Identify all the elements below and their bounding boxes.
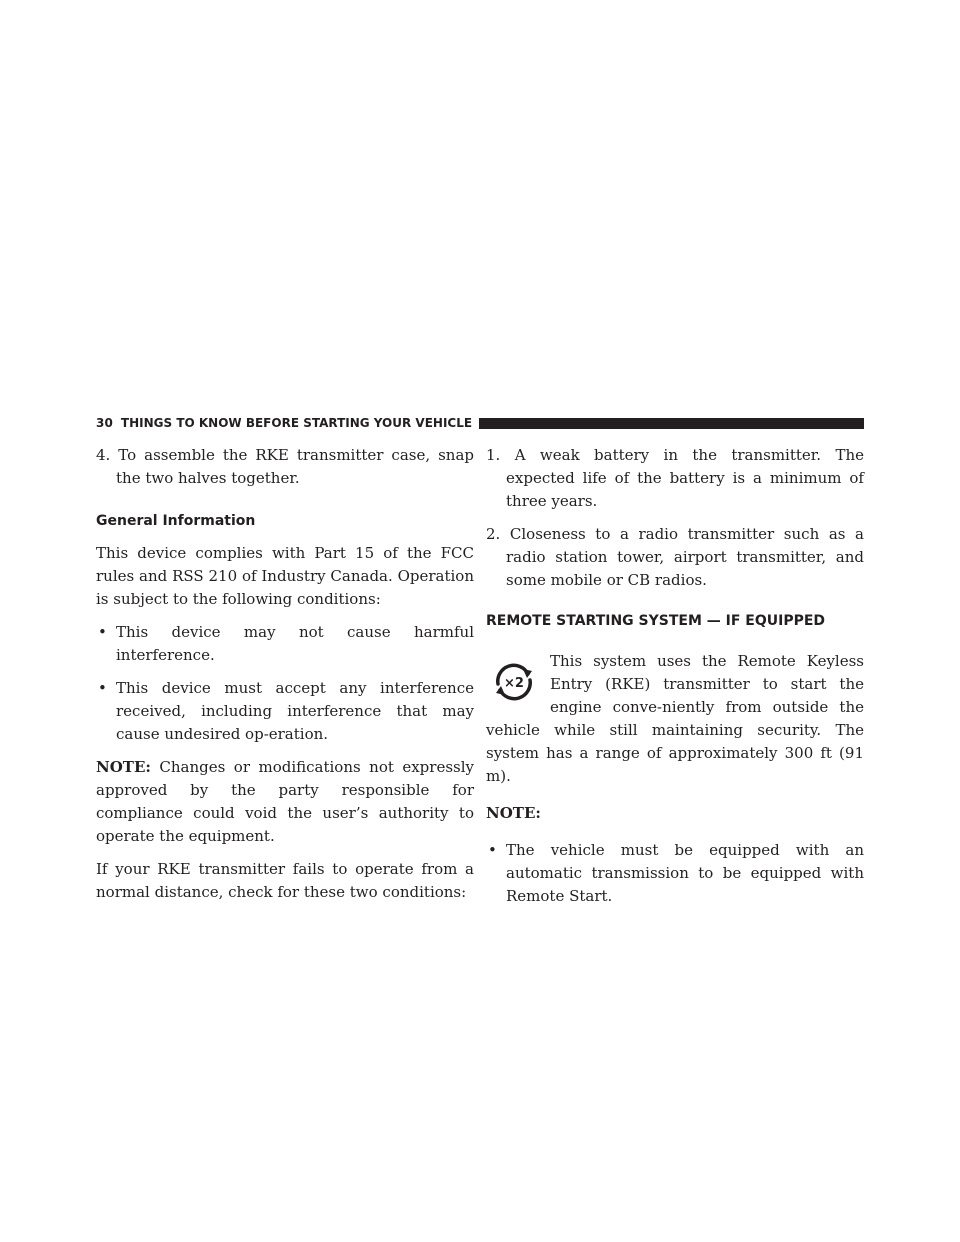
- remote-start-x2-icon: [486, 652, 542, 712]
- remote-start-heading: REMOTE STARTING SYSTEM — IF EQUIPPED: [486, 613, 826, 629]
- bullet-text: The vehicle must be equipped with an automatic transmission to be equipped with Remote Start.: [506, 841, 864, 905]
- condition-1: 1. A weak battery in the transmitter. The expected life of the battery is a minimum of three years.: [486, 446, 864, 510]
- general-information-heading: General Information: [96, 513, 256, 529]
- left-column: [96, 444, 474, 904]
- fcc-paragraph: This device complies with Part 15 of the FCC rules and RSS 210 of Industry Canada. Operation is subject to the following conditions:: [96, 544, 474, 608]
- note-label: NOTE:: [96, 758, 151, 776]
- remote-note-bullet: [486, 839, 864, 908]
- page-header: [96, 414, 864, 432]
- remote-note-label: NOTE:: [486, 804, 541, 822]
- remote-start-section: [486, 650, 864, 788]
- bullet-icon: •: [98, 623, 107, 641]
- step-4: 4. To assemble the RKE transmitter case, snap the two halves together.: [96, 446, 474, 487]
- bullet-text: This device may not cause harmful interference.: [116, 623, 474, 664]
- remote-start-paragraph: This system uses the Remote Keyless Entry (RKE) transmitter to start the engine conve-niently from outside the vehicle while still maintaining security. The system has a range of approximately 300 ft (91 m).: [486, 652, 864, 785]
- note-text: Changes or modifications not expressly approved by the party responsible for compliance could void the user’s authority to operate the equipment.: [96, 758, 474, 845]
- page-number: 30: [96, 416, 113, 430]
- condition-bullet-2: [96, 677, 474, 746]
- bullet-text: This device must accept any interference received, including interference that may cause undesired op-eration.: [116, 679, 474, 743]
- running-title: THINGS TO KNOW BEFORE STARTING YOUR VEHICLE: [120, 416, 473, 430]
- condition-2: 2. Closeness to a radio transmitter such as a radio station tower, airport transmitter, and some mobile or CB radios.: [486, 525, 864, 589]
- note-paragraph: [96, 756, 474, 848]
- troubleshoot-paragraph: If your RKE transmitter fails to operate from a normal distance, check for these two conditions:: [96, 860, 474, 901]
- bullet-icon: •: [98, 679, 107, 697]
- svg-text:×2: ×2: [504, 676, 524, 691]
- bullet-icon: •: [488, 841, 497, 859]
- header-rule: [479, 418, 864, 429]
- right-column: [486, 444, 864, 908]
- condition-bullet-1: [96, 621, 474, 667]
